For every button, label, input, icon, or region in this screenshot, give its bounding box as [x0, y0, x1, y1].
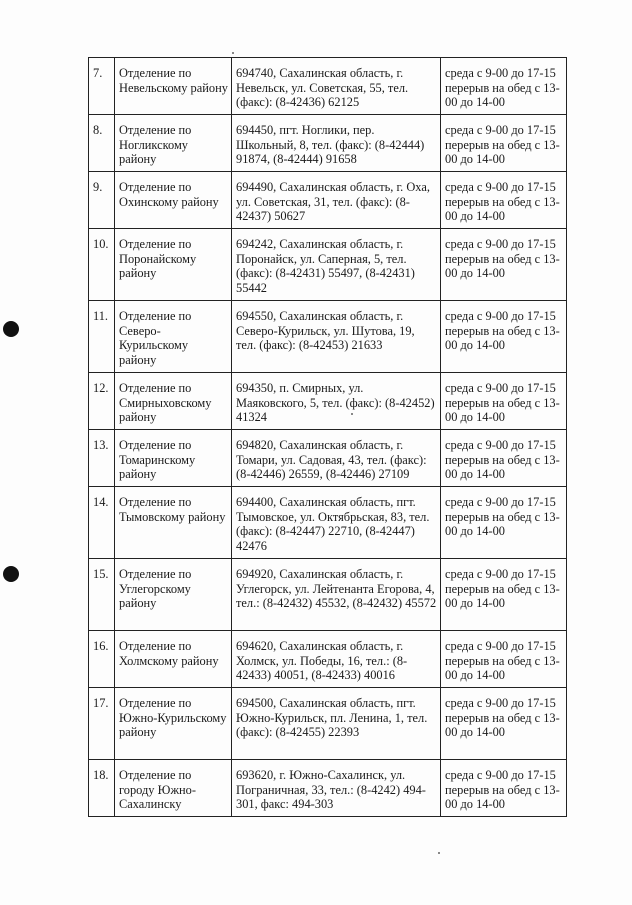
table-row: [89, 760, 567, 817]
department-schedule: среда с 9-00 до 17-15 перерыв на обед с 13-00 до 14-00: [441, 58, 567, 115]
department-schedule: среда с 9-00 до 17-15 перерыв на обед с 13-00 до 14-00: [441, 430, 567, 487]
department-address: 694450, пгт. Ноглики, пер. Школьный, 8, тел. (факс): (8-42444) 91874, (8-42444) 91658: [232, 115, 441, 172]
table-row: [89, 172, 567, 229]
row-number: 8.: [89, 115, 115, 172]
punch-hole-mark: [3, 321, 19, 337]
row-number: 16.: [89, 631, 115, 688]
punch-hole-mark: [3, 566, 19, 582]
department-schedule: среда с 9-00 до 17-15 перерыв на обед с 13-00 до 14-00: [441, 229, 567, 301]
department-name: Отделение по Углегорскому району: [115, 559, 232, 631]
row-number: 17.: [89, 688, 115, 760]
department-address: 694490, Сахалинская область, г. Оха, ул. Советская, 31, тел. (факс): (8-42437) 50627: [232, 172, 441, 229]
row-number: 13.: [89, 430, 115, 487]
row-number: 18.: [89, 760, 115, 817]
department-address: 694620, Сахалинская область, г. Холмск, ул. Победы, 16, тел.: (8-42433) 40051, (8-42433) 40016: [232, 631, 441, 688]
department-schedule: среда с 9-00 до 17-15 перерыв на обед с 13-00 до 14-00: [441, 559, 567, 631]
department-address: 694350, п. Смирных, ул. Маяковского, 5, тел. (факс): (8-42452) 41324: [232, 373, 441, 430]
table-row: [89, 559, 567, 631]
row-number: 11.: [89, 301, 115, 373]
department-name: Отделение по Томаринскому району: [115, 430, 232, 487]
department-name: Отделение по Южно-Курильскому району: [115, 688, 232, 760]
department-name: Отделение по городу Южно-Сахалинску: [115, 760, 232, 817]
department-schedule: среда с 9-00 до 17-15 перерыв на обед с 13-00 до 14-00: [441, 301, 567, 373]
department-address: 694740, Сахалинская область, г. Невельск, ул. Советская, 55, тел. (факс): (8-42436) 62125: [232, 58, 441, 115]
table-row: [89, 487, 567, 559]
department-name: Отделение по Тымовскому району: [115, 487, 232, 559]
table-row: [89, 373, 567, 430]
department-address: 694820, Сахалинская область, г. Томари, ул. Садовая, 43, тел. (факс): (8-42446) 26559, (8-42446) 27109: [232, 430, 441, 487]
department-schedule: среда с 9-00 до 17-15 перерыв на обед с 13-00 до 14-00: [441, 631, 567, 688]
department-schedule: среда с 9-00 до 17-15 перерыв на обед с 13-00 до 14-00: [441, 172, 567, 229]
row-number: 10.: [89, 229, 115, 301]
department-schedule: среда с 9-00 до 17-15 перерыв на обед с 13-00 до 14-00: [441, 688, 567, 760]
department-name: Отделение по Северо-Курильскому району: [115, 301, 232, 373]
department-address: 694242, Сахалинская область, г. Поронайск, ул. Саперная, 5, тел. (факс): (8-42431) 55497, (8-42431) 55442: [232, 229, 441, 301]
department-address: 694400, Сахалинская область, пгт. Тымовское, ул. Октябрьская, 83, тел. (факс): (8-42447) 22710, (8-42447) 42476: [232, 487, 441, 559]
department-schedule: среда с 9-00 до 17-15 перерыв на обед с 13-00 до 14-00: [441, 760, 567, 817]
department-name: Отделение по Поронайскому району: [115, 229, 232, 301]
department-name: Отделение по Холмскому району: [115, 631, 232, 688]
table-row: [89, 115, 567, 172]
department-schedule: среда с 9-00 до 17-15 перерыв на обед с 13-00 до 14-00: [441, 487, 567, 559]
department-address: 694920, Сахалинская область, г. Углегорск, ул. Лейтенанта Егорова, 4, тел.: (8-42432) 45532, (8-42432) 45572: [232, 559, 441, 631]
department-address: 694500, Сахалинская область, пгт. Южно-Курильск, пл. Ленина, 1, тел. (факс): (8-42455) 22393: [232, 688, 441, 760]
table-row: [89, 688, 567, 760]
scan-speck: [232, 52, 234, 54]
row-number: 12.: [89, 373, 115, 430]
table-row: [89, 631, 567, 688]
scan-speck: [351, 413, 353, 415]
department-name: Отделение по Охинскому району: [115, 172, 232, 229]
table-row: [89, 229, 567, 301]
department-schedule: среда с 9-00 до 17-15 перерыв на обед с 13-00 до 14-00: [441, 115, 567, 172]
department-address: 694550, Сахалинская область, г. Северо-Курильск, ул. Шутова, 19, тел. (факс): (8-42453) 21633: [232, 301, 441, 373]
scan-speck: [438, 852, 440, 854]
department-name: Отделение по Смирныховскому району: [115, 373, 232, 430]
department-address: 693620, г. Южно-Сахалинск, ул. Пограничная, 33, тел.: (8-4242) 494-301, факс: 494-303: [232, 760, 441, 817]
department-name: Отделение по Невельскому району: [115, 58, 232, 115]
department-name: Отделение по Ногликскому району: [115, 115, 232, 172]
row-number: 9.: [89, 172, 115, 229]
row-number: 14.: [89, 487, 115, 559]
departments-table: [88, 57, 567, 817]
row-number: 7.: [89, 58, 115, 115]
department-schedule: среда с 9-00 до 17-15 перерыв на обед с 13-00 до 14-00: [441, 373, 567, 430]
row-number: 15.: [89, 559, 115, 631]
table-row: [89, 58, 567, 115]
table-row: [89, 301, 567, 373]
table-row: [89, 430, 567, 487]
